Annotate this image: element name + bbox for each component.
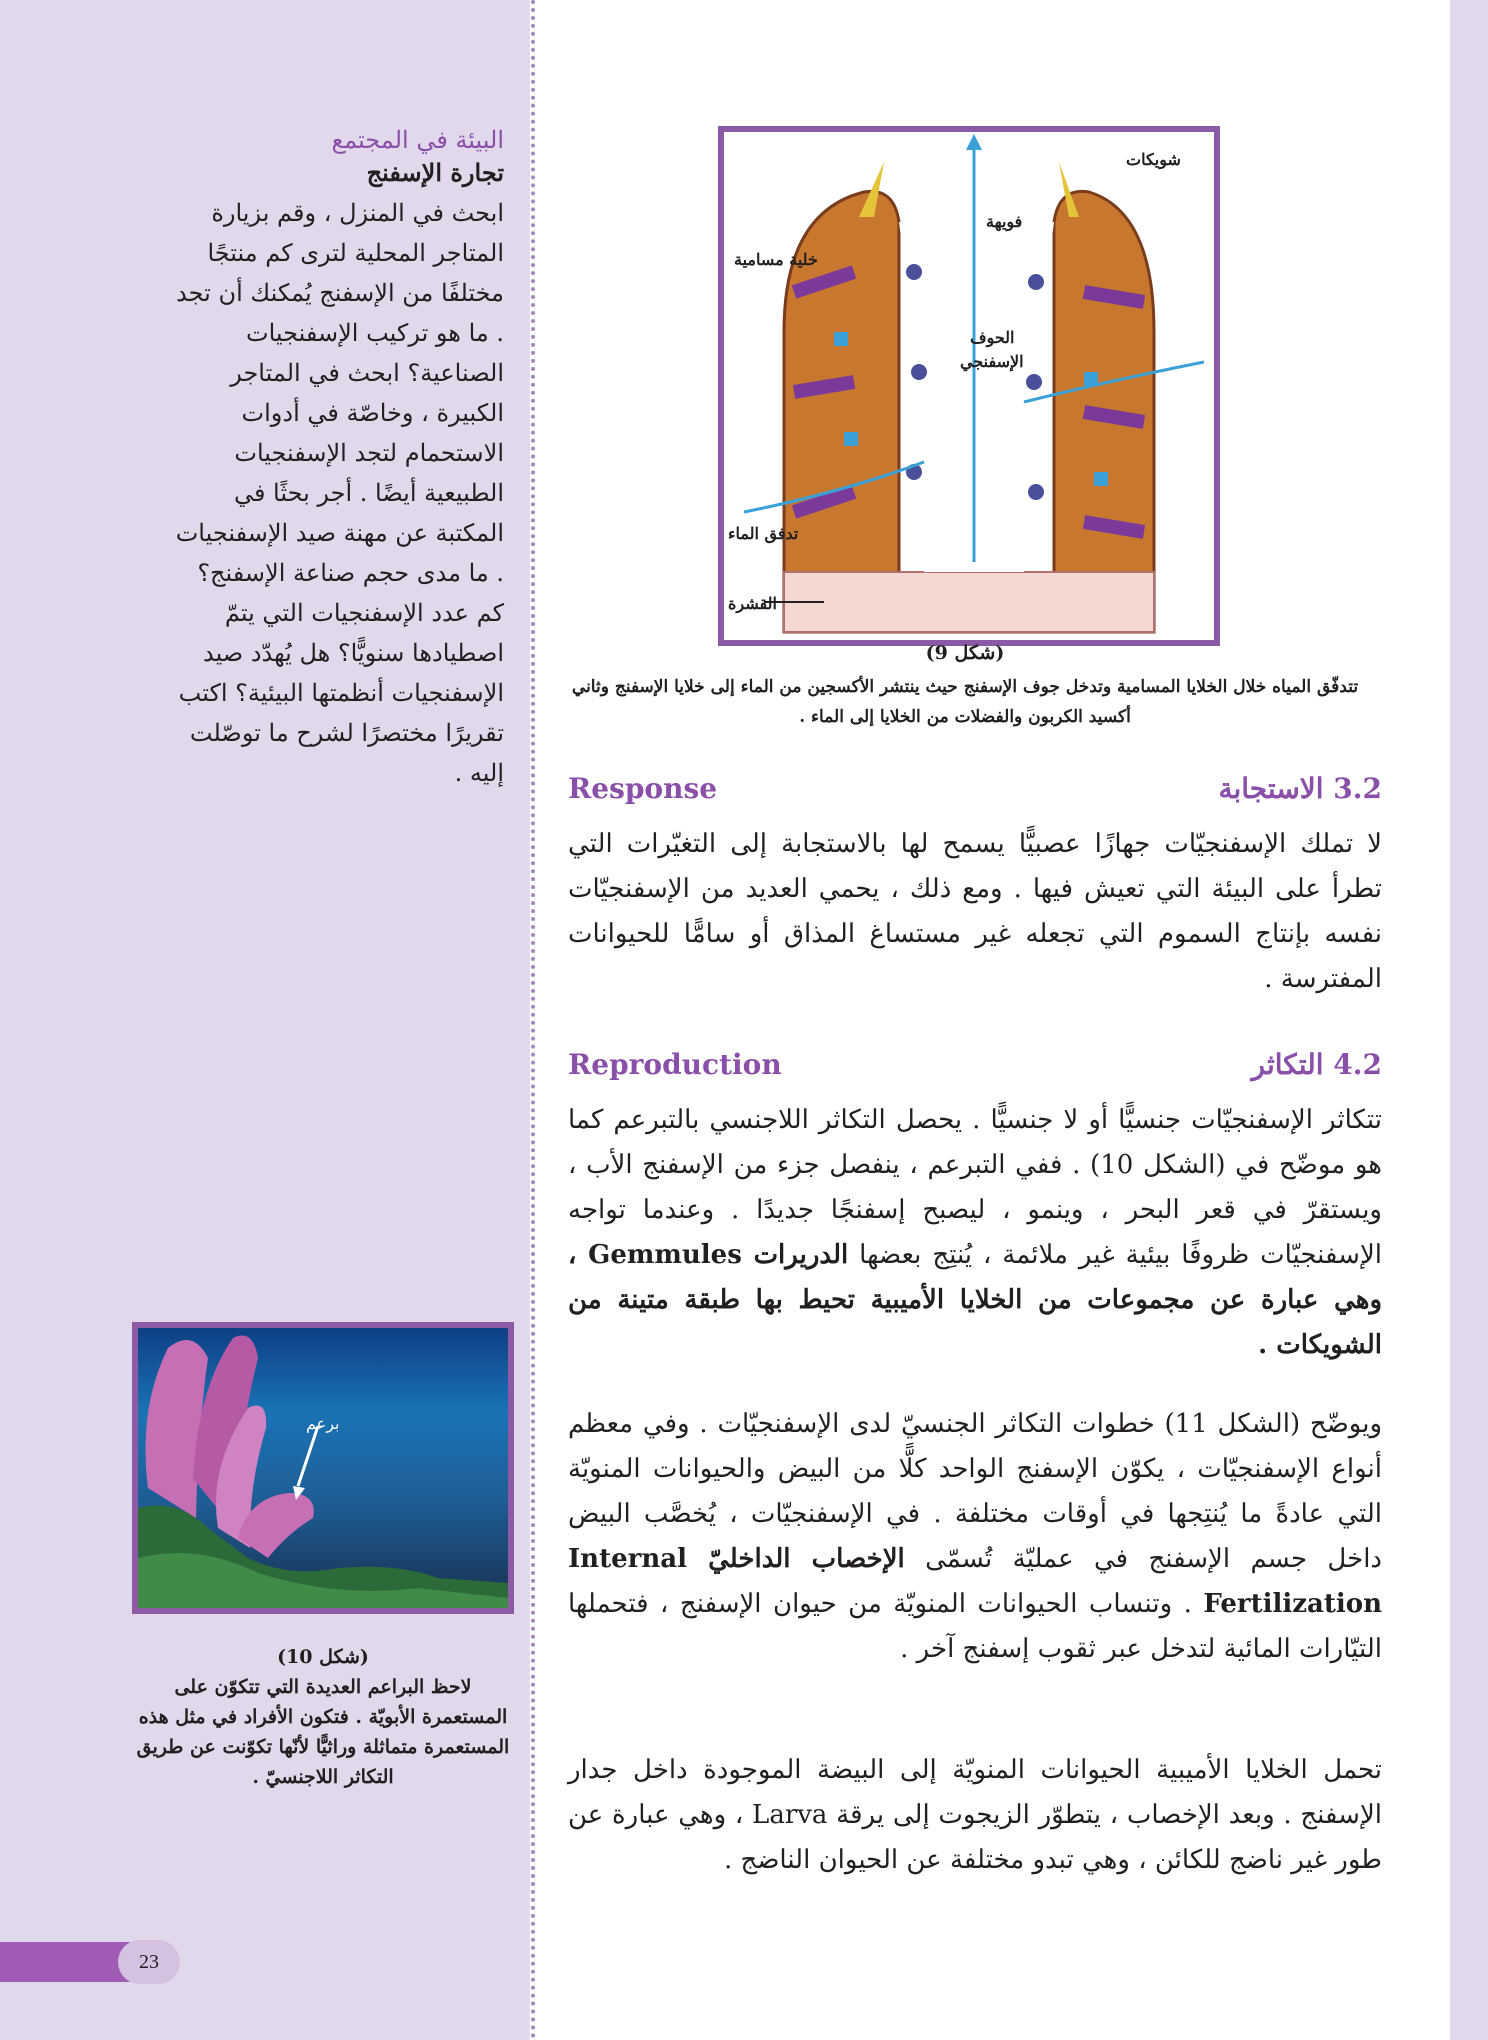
label-porocyte: خلية مسامية	[734, 250, 818, 269]
figure10-number: (شكل 10)	[277, 1646, 369, 1668]
internal-fertilization-term: الإخصاب الداخليّ Internal Fertilization	[568, 1544, 1382, 1619]
figure9-number: (شكل 9)	[925, 642, 1005, 664]
label-osculum: فويهة	[986, 212, 1023, 231]
reproduction-paragraph-2	[568, 1402, 1382, 1672]
bud-label: برعم	[306, 1414, 340, 1433]
sidebar-body: ابحث في المنزل ، وقم بزيارة المتاجر المحلية لترى كم منتجًا مختلفًا من الإسفنج يُمكنك أن تجد . ما هو تركيب الإسفنجيات الصناعية؟ ابحث في المتاجر الكبيرة ، وخاصّة في أدوات الاستحمام لتجد الإسفنجيات الطبيعية أيضًا . أجر بحثًا في المكتبة عن مهنة صيد الإسفنجيات . ما مدى حجم صناعة الإسفنج؟ كم عدد الإسفنجيات التي يتمّ اصطيادها سنويًّا؟ هل يُهدّد صيد الإسفنجيات أنظمتها البيئية؟ اكتب تقريرًا مختصرًا لشرح ما توصّلت إليه .	[175, 199, 504, 787]
page-number-bar	[0, 1942, 130, 1982]
sidebar-section-label: البيئة في المجتمع	[331, 126, 504, 154]
figure10-caption-block	[132, 1642, 514, 1792]
page-number: 23	[118, 1940, 180, 1984]
response-paragraph: لا تملك الإسفنجيّات جهازًا عصبيًّا يسمح لها بالاستجابة إلى التغيّرات التي تطرأ على البيئة التي تعيش فيها . ومع ذلك ، يحمي العديد من الإسفنجيّات نفسه بإنتاج السموم التي تجعله غير مستساغ المذاق أو سامًّا للحيوانات المفترسة .	[568, 829, 1382, 994]
label-epidermis: القشرة	[728, 594, 777, 613]
figure10-caption: لاحظ البراعم العديدة التي تتكوّن على المستعمرة الأبويّة . فتكون الأفراد في مثل هذه المستعمرة متماثلة وراثيًّا لأنّها تكوّنت عن طريق التكاثر اللاجنسيّ .	[136, 1676, 510, 1788]
reproduction-paragraph-1	[568, 1098, 1382, 1368]
sidebar-box	[168, 126, 504, 793]
figure9-caption: تتدفّق المياه خلال الخلايا المسامية وتدخل جوف الإسفنج حيث ينتشر الأكسجين من الماء إلى خلايا الإسفنج وثاني أكسيد الكربون والفضلات من الخلايا إلى الماء .	[571, 677, 1359, 727]
reproduction-p1-text: تتكاثر الإسفنجيّات جنسيًّا أو لا جنسيًّا . يحصل التكاثر اللاجنسي بالتبرعم كما هو موضّح في (الشكل 10) . ففي التبرعم ، ينفصل جزء من الإسفنج الأب ، ويستقرّ في قعر البحر ، وينمو ، ليصبح إسفنجًا جديدًا . وعندما تواجه الإسفنجيّات ظروفًا بيئية غير ملائمة ، يُنتِج بعضها	[568, 1105, 1382, 1270]
sponge-colony-photo	[132, 1322, 514, 1614]
dotted-divider	[531, 0, 535, 2040]
label-spicules: شويكات	[1126, 150, 1181, 169]
response-heading-arabic: 3.2 الاستجابة	[1218, 772, 1382, 805]
label-water-flow: تدفق الماء	[728, 524, 799, 543]
reproduction-paragraph-3: تحمل الخلايا الأميبية الحيوانات المنويّة إلى البيضة الموجودة داخل جدار الإسفنج . وبعد الإخصاب ، يتطوّر الزيجوت إلى يرقة Larva ، وهي عبارة عن طور غير ناضج للكائن ، وهي تبدو مختلفة عن الحيوان الناضج .	[568, 1755, 1382, 1875]
gemmules-term: الدريرات Gemmules ، وهي عبارة عن مجموعات من الخلايا الأميبية تحيط بها طبقة متينة من الشويكات .	[568, 1240, 1382, 1360]
sponge-anatomy-illustration	[724, 132, 1214, 640]
reproduction-heading	[568, 1048, 1382, 1090]
right-margin-band	[1450, 0, 1488, 2040]
sponge-anatomy-diagram	[718, 126, 1220, 646]
reproduction-heading-arabic: 4.2 التكاثر	[1251, 1048, 1382, 1081]
label-cavity-2: الإسفنجي	[960, 352, 1024, 371]
reproduction-p2-text: ويوضّح (الشكل 11) خطوات التكاثر الجنسيّ لدى الإسفنجيّات . وفي معظم أنواع الإسفنجيّات ، يكوّن الإسفنج الواحد كلًّا من البيض والحيوانات المنويّة التي عادةً ما يُنتِجها في أوقات مختلفة . في الإسفنجيّات ، يُخصَّب البيض داخل جسم الإسفنج في عمليّة تُسمّى	[568, 1409, 1382, 1574]
sidebar-title: تجارة الإسفنج	[366, 158, 504, 187]
response-heading-english: Response	[568, 772, 718, 805]
response-heading	[568, 772, 1382, 814]
reproduction-p2-text-end: . وتنساب الحيوانات المنويّة من حيوان الإسفنج ، فتحملها التيّارات المائية لتدخل عبر ثقوب إسفنج آخر .	[568, 1589, 1382, 1664]
label-cavity-1: الحوف	[970, 328, 1015, 347]
reproduction-heading-english: Reproduction	[568, 1048, 782, 1081]
sponge-photo-illustration	[138, 1328, 508, 1608]
